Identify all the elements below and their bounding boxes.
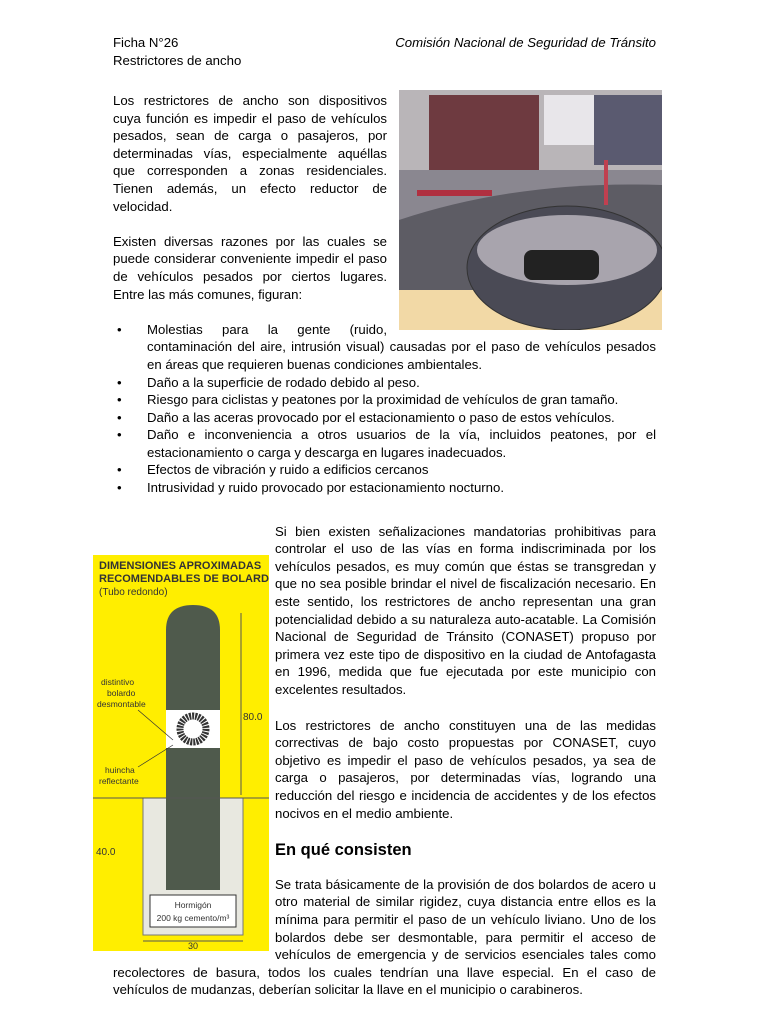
signage-text: Si bien existen señalizaciones mandatorias prohibitivas para controlar el uso de las vías en forma indiscriminada por los vehículos pesados, es muy común que éstas se transgredan y que no sea posible brindar el nivel de fiscalización necesario. En este sentido, los restrictores de ancho representan una gran potencialidad debido a su naturaleza auto-acatable. La Comisión Nacional de Seguridad de Tránsito (CONASET) propuso por primera vez este tipo de dispositivo en la ciudad de Antofagasta en 1996, medida que fue ejecutada por este municipio con excelentes resultados. <box>275 523 656 697</box>
svg-text:huincha: huincha <box>105 764 135 775</box>
description-paragraph: Se trata básicamente de la provisión de dos bolardos de acero u otro material de similar rigidez, cuya distancia entre ellos es la mínima para permitir el paso de un vehículo liviano. Uno de los bolardos debe ser desmontable, para permitir el acceso de vehículos de emergencia y de servicios esenciales tales como recolectores de basura, todos los cuales tendrían una llave especial. En el caso de vehículos de mudanzas, deberían solicitar la llave en el municipio o carabineros. <box>113 876 656 998</box>
svg-text:bolardo: bolardo <box>107 687 136 698</box>
svg-text:80.0: 80.0 <box>243 711 263 723</box>
reasons-paragraph: Existen diversas razones por las cuales se puede considerar conveniente impedir el paso de vehículos pesados por ciertos lugares. Entre las más comunes, figuran: <box>113 233 387 302</box>
list-item: • Daño a la superficie de rodado debido al peso. <box>147 374 656 392</box>
section-title: En qué consisten <box>275 840 412 859</box>
objective-paragraph: Los restrictores de ancho constituyen una de las medidas correctivas de bajo costo propuestas por CONASET, cuyo objetivo es impedir el paso de vehículos pesados, ya sea de carga o pasajeros, por determinadas vías, logrando una reducción del riesgo e incidencia de accidentes y de los efectos nocivos en el medio ambiente. <box>275 717 656 821</box>
svg-text:Hormigón: Hormigón <box>174 899 212 910</box>
svg-text:RECOMENDABLES DE BOLARDO: RECOMENDABLES DE BOLARDO <box>99 572 269 585</box>
list-item: • Efectos de vibración y ruido a edificios cercanos <box>147 461 656 479</box>
list-item: • Riesgo para ciclistas y peatones por la proximidad de vehículos de gran tamaño. <box>147 391 656 409</box>
svg-text:40.0: 40.0 <box>96 846 116 858</box>
intro-paragraph: Los restrictores de ancho son dispositivos cuya función es impedir el paso de vehículos pesados, sean de carga o pasajeros, por determinadas vías, especialmente aquéllas que corresponden a zonas residenciales. Tienen además, un efecto reductor de velocidad. <box>113 93 387 214</box>
svg-text:(Tubo redondo): (Tubo redondo) <box>99 586 168 598</box>
svg-text:reflectante: reflectante <box>99 775 139 786</box>
header-left <box>113 34 241 69</box>
doc-id: Ficha N°26 <box>113 35 179 50</box>
svg-text:30: 30 <box>187 940 199 951</box>
svg-text:distintivo: distintivo <box>101 676 135 687</box>
list-item: • Molestias para la gente (ruido, contaminación del aire, intrusión visual) causadas por el paso de vehículos pesados en áreas que requieren buenas condiciones ambientales. <box>147 321 656 374</box>
list-item: • Daño a las aceras provocado por el estacionamiento o paso de estos vehículos. <box>147 409 656 427</box>
doc-subject: Restrictores de ancho <box>113 52 242 68</box>
svg-text:200 kg cemento/m³: 200 kg cemento/m³ <box>156 912 230 923</box>
list-item: • Daño e inconveniencia a otros usuarios de la vía, incluidos peatones, por el estacionamiento o carga y descarga en lugares inadecuados. <box>147 426 656 461</box>
reasons-list <box>113 321 656 497</box>
bollard-diagram <box>93 555 269 951</box>
document-body <box>96 92 656 1017</box>
header-org: Comisión Nacional de Seguridad de Tránsito <box>395 35 656 50</box>
list-item: • Intrusividad y ruido provocado por estacionamiento nocturno. <box>147 479 656 497</box>
svg-text:desmontable: desmontable <box>97 698 146 709</box>
diagram-title: DIMENSIONES APROXIMADAS <box>99 559 262 572</box>
street-photo <box>399 90 662 330</box>
